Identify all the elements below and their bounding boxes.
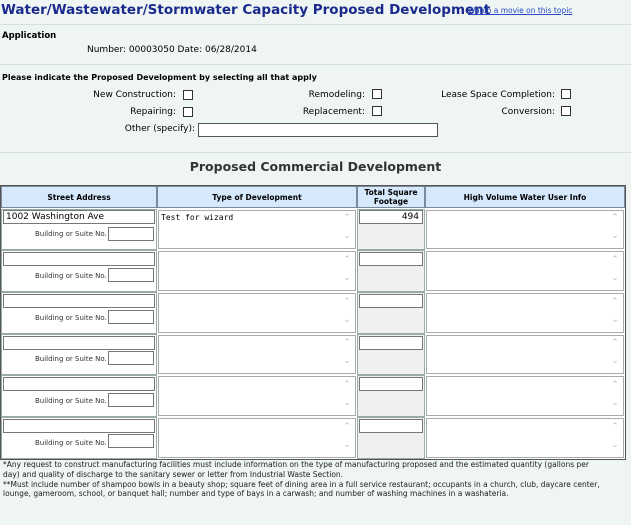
sqft-input[interactable]: [359, 336, 423, 350]
scroll-arrows-icon[interactable]: ⌃ ⌄: [343, 255, 351, 283]
street-address-input[interactable]: [3, 336, 155, 350]
street-address-input[interactable]: 1002 Washington Ave: [3, 210, 155, 224]
suite-input[interactable]: [108, 434, 154, 448]
suite-label: Building or Suite No.: [35, 355, 107, 363]
remodeling-label: Remodeling:: [308, 90, 365, 100]
type-of-development-textarea[interactable]: [158, 376, 356, 416]
header-total-square-footage: Total Square Footage: [357, 186, 425, 208]
sqft-input[interactable]: [359, 294, 423, 308]
conversion-checkbox[interactable]: [561, 106, 571, 116]
suite-input[interactable]: [108, 310, 154, 324]
scroll-arrows-icon[interactable]: ⌃ ⌄: [611, 297, 619, 325]
scroll-arrows-icon[interactable]: ⌃ ⌄: [343, 213, 351, 241]
scroll-arrows-icon[interactable]: ⌃ ⌄: [611, 213, 619, 241]
high-volume-textarea[interactable]: [426, 418, 624, 458]
sqft-input[interactable]: [359, 419, 423, 433]
conversion-label: Conversion:: [501, 107, 555, 117]
high-volume-textarea[interactable]: [426, 251, 624, 291]
suite-input[interactable]: [108, 227, 154, 241]
other-specify-input[interactable]: [198, 123, 438, 137]
development-prompt: Please indicate the Proposed Development by selecting all that apply: [2, 73, 317, 82]
lease-space-checkbox[interactable]: [561, 89, 571, 99]
street-address-input[interactable]: [3, 419, 155, 433]
sqft-input[interactable]: [359, 252, 423, 266]
suite-label: Building or Suite No.: [35, 230, 107, 238]
page-title: Water/Wastewater/Stormwater Capacity Proposed Development: [1, 2, 491, 18]
application-number: Number: 00003050 Date: 06/28/2014: [87, 45, 257, 55]
lease-space-label: Lease Space Completion:: [441, 90, 555, 100]
type-of-development-textarea[interactable]: [158, 293, 356, 333]
footnote-manufacturing: *Any request to construct manufacturing facilities must include information on the type of manufacturing proposed and the estimated quantity (gallons per day) and quality of discharge to the sanitary sewer or letter from Industrial Waste Section.: [3, 460, 589, 479]
sqft-input[interactable]: [359, 377, 423, 391]
header-type-of-development: Type of Development: [157, 186, 357, 208]
footnote: [3, 460, 603, 499]
footnote-high-volume: **Must include number of shampoo bowls in a beauty shop; square feet of dining area in a full service restaurant; occupants in a church, club, daycare center, lounge, gameroom, school, or banquet hall; number and type of bays in a carwash; and number of washing machines in a washateria.: [3, 479, 600, 499]
scroll-arrows-icon[interactable]: ⌃ ⌄: [343, 380, 351, 408]
replacement-checkbox[interactable]: [372, 106, 382, 116]
scroll-arrows-icon[interactable]: ⌃ ⌄: [343, 422, 351, 450]
divider: [0, 64, 631, 65]
scroll-arrows-icon[interactable]: ⌃ ⌄: [343, 338, 351, 366]
scroll-arrows-icon[interactable]: ⌃ ⌄: [611, 422, 619, 450]
other-label: Other (specify):: [124, 124, 195, 134]
suite-label: Building or Suite No.: [35, 314, 107, 322]
application-label: Application: [2, 31, 57, 41]
scroll-arrows-icon[interactable]: ⌃ ⌄: [611, 380, 619, 408]
suite-input[interactable]: [108, 351, 154, 365]
street-address-input[interactable]: [3, 294, 155, 308]
scroll-arrows-icon[interactable]: ⌃ ⌄: [611, 338, 619, 366]
suite-label: Building or Suite No.: [35, 272, 107, 280]
divider: [0, 24, 631, 25]
type-of-development-textarea[interactable]: [158, 418, 356, 458]
suite-label: Building or Suite No.: [35, 439, 107, 447]
remodeling-checkbox[interactable]: [372, 89, 382, 99]
sqft-input[interactable]: 494: [359, 210, 423, 224]
scroll-arrows-icon[interactable]: ⌃ ⌄: [611, 255, 619, 283]
suite-label: Building or Suite No.: [35, 397, 107, 405]
scroll-arrows-icon[interactable]: ⌃ ⌄: [343, 297, 351, 325]
high-volume-textarea[interactable]: [426, 376, 624, 416]
replacement-label: Replacement:: [302, 107, 365, 117]
watch-movie-link[interactable]: Watch a movie on this topic: [468, 6, 573, 15]
suite-input[interactable]: [108, 393, 154, 407]
section-title: Proposed Commercial Development: [189, 159, 442, 174]
repairing-checkbox[interactable]: [183, 107, 193, 117]
high-volume-textarea[interactable]: [426, 210, 624, 249]
header-high-volume-water: High Volume Water User Info: [425, 186, 625, 208]
type-of-development-textarea[interactable]: [158, 335, 356, 374]
divider: [0, 152, 631, 153]
header-street-address: Street Address: [1, 186, 157, 208]
street-address-input[interactable]: [3, 252, 155, 266]
high-volume-textarea[interactable]: [426, 335, 624, 374]
street-address-input[interactable]: [3, 377, 155, 391]
new-construction-checkbox[interactable]: [183, 90, 193, 100]
high-volume-textarea[interactable]: [426, 293, 624, 333]
suite-input[interactable]: [108, 268, 154, 282]
new-construction-label: New Construction:: [93, 90, 176, 100]
type-of-development-textarea[interactable]: Test for wizard: [158, 210, 356, 249]
type-of-development-textarea[interactable]: [158, 251, 356, 291]
repairing-label: Repairing:: [130, 107, 176, 117]
